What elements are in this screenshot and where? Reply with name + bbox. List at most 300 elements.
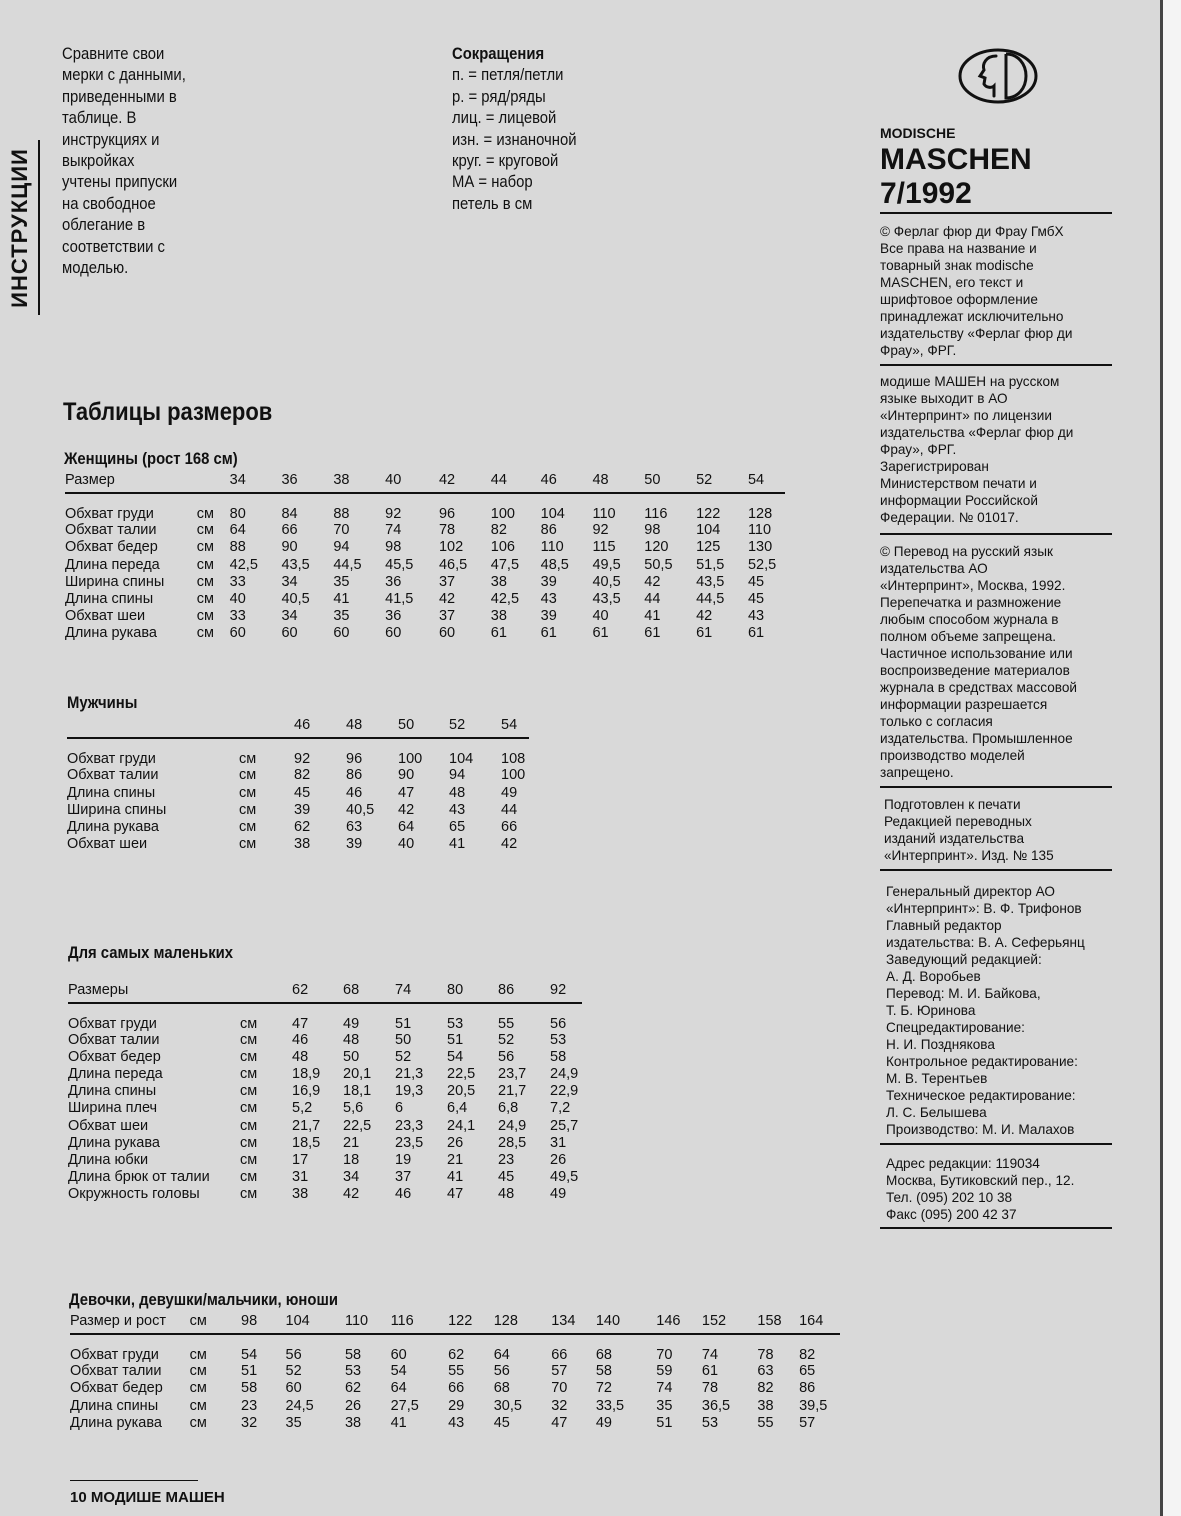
size-header-cell: 122 xyxy=(448,1313,494,1334)
value-cell: 42 xyxy=(398,801,415,818)
value-cell: 35 xyxy=(656,1397,673,1414)
table-row xyxy=(65,557,785,574)
unit-cell: см xyxy=(196,573,214,590)
value-cell: 74 xyxy=(701,1347,719,1364)
imprint-line: модише МАШЕН на русском xyxy=(880,374,1060,389)
imprint-line: информации Российской xyxy=(880,493,1038,508)
abbreviations-title: Сокращения xyxy=(452,45,545,63)
value-cell: 37 xyxy=(438,573,456,590)
page-edge-strip xyxy=(1160,0,1181,1516)
size-header-cell: 92 xyxy=(550,982,582,1003)
value-cell: 56 xyxy=(550,1016,567,1033)
value-cell: 53 xyxy=(447,1016,464,1033)
value-cell: 36,5 xyxy=(701,1397,731,1414)
unit-cell: см xyxy=(240,1032,258,1049)
table-row xyxy=(67,738,529,767)
value-cell: 56 xyxy=(493,1363,510,1380)
value-cell: 29 xyxy=(448,1397,465,1414)
value-cell: 61 xyxy=(490,625,507,642)
value-cell: 88 xyxy=(229,539,246,556)
table-row xyxy=(70,1398,840,1415)
value-cell: 38 xyxy=(490,608,507,625)
table-row xyxy=(65,522,785,539)
value-cell: 6,4 xyxy=(447,1100,468,1117)
intro-line: мерки с данными, xyxy=(62,66,186,85)
value-cell: 43 xyxy=(747,608,765,625)
unit-cell: см xyxy=(240,1016,258,1033)
value-cell: 61 xyxy=(747,625,765,642)
value-cell: 42 xyxy=(696,608,713,625)
value-cell: 46 xyxy=(346,784,363,801)
value-cell: 80 xyxy=(229,506,246,523)
value-cell: 58 xyxy=(550,1049,567,1066)
abbreviation-line: МА = набор xyxy=(452,173,533,192)
value-cell: 45 xyxy=(747,573,765,590)
size-header-label xyxy=(67,717,239,738)
value-cell: 59 xyxy=(656,1363,673,1380)
value-cell: 64 xyxy=(398,819,415,836)
value-cell: 60 xyxy=(385,625,402,642)
value-cell: 39 xyxy=(346,836,363,853)
value-cell: 104 xyxy=(540,506,565,523)
value-cell: 40,5 xyxy=(346,801,375,818)
value-cell: 94 xyxy=(449,767,466,784)
table-row xyxy=(68,1003,582,1032)
size-header-cell: 116 xyxy=(391,1313,449,1334)
row-label: Обхват груди xyxy=(67,751,156,768)
unit-cell: см xyxy=(189,1347,207,1364)
value-cell: 18,9 xyxy=(292,1066,321,1083)
table-row xyxy=(65,493,785,522)
imprint-line: издательства «Ферлаг фюр ди xyxy=(880,425,1074,440)
value-cell: 98 xyxy=(644,522,661,539)
table-row xyxy=(68,1049,582,1066)
size-header-cell: 152 xyxy=(702,1313,758,1334)
size-header-cell: 42 xyxy=(439,472,491,493)
table-row xyxy=(70,1415,840,1432)
unit-cell: см xyxy=(196,608,214,625)
value-cell: 86 xyxy=(346,767,363,784)
intro-line: Сравните свои xyxy=(62,45,165,63)
size-header-cell: 52 xyxy=(696,472,748,493)
value-cell: 61 xyxy=(540,625,557,642)
imprint-line: Техническое редактирование: xyxy=(886,1088,1076,1103)
footer-rule xyxy=(70,1480,198,1481)
value-cell: 94 xyxy=(333,539,350,556)
value-cell: 68 xyxy=(493,1380,510,1397)
imprint-line: принадлежат исключительно xyxy=(880,309,1064,324)
value-cell: 49,5 xyxy=(550,1168,579,1185)
unit-cell: см xyxy=(189,1363,207,1380)
table-row xyxy=(67,802,529,819)
size-header-cell: 34 xyxy=(230,472,282,493)
size-header-cell: 50 xyxy=(644,472,696,493)
unit-cell: см xyxy=(196,522,214,539)
imprint-line: издательства АО xyxy=(880,561,988,576)
row-label: Длина переда xyxy=(65,556,160,573)
value-cell: 30,5 xyxy=(493,1397,522,1414)
imprint-line: Зарегистрирован xyxy=(880,459,989,474)
value-cell: 24,5 xyxy=(285,1397,314,1414)
value-cell: 58 xyxy=(344,1347,362,1364)
imprint-line: Перепечатка и размножение xyxy=(880,595,1062,610)
value-cell: 60 xyxy=(438,625,456,642)
table-row xyxy=(65,625,785,642)
size-header-cell: 164 xyxy=(799,1313,840,1334)
value-cell: 20,5 xyxy=(447,1083,476,1100)
value-cell: 55 xyxy=(757,1414,774,1431)
imprint-line: © Перевод на русский язык xyxy=(880,544,1053,559)
imprint-line: изданий издательства xyxy=(884,831,1025,846)
size-header-cell: 98 xyxy=(241,1313,286,1334)
magazine-logo-icon xyxy=(956,44,1042,108)
value-cell: 44 xyxy=(644,590,661,607)
value-cell: 21,7 xyxy=(292,1117,321,1134)
value-cell: 55 xyxy=(498,1016,515,1033)
value-cell: 42 xyxy=(438,590,456,607)
value-cell: 47 xyxy=(398,784,415,801)
intro-line: облегание в xyxy=(62,216,146,235)
imprint-license xyxy=(880,366,1116,533)
value-cell: 42,5 xyxy=(229,556,258,573)
value-cell: 41 xyxy=(390,1414,407,1431)
size-header-cell: 68 xyxy=(343,982,395,1003)
value-cell: 66 xyxy=(501,819,518,836)
imprint-column xyxy=(880,212,1116,1229)
value-cell: 90 xyxy=(398,767,415,784)
abbreviation-line: п. = петля/петли xyxy=(452,66,564,85)
unit-cell xyxy=(239,717,294,738)
value-cell: 50 xyxy=(395,1032,412,1049)
abbreviation-line: круг. = круговой xyxy=(452,152,559,171)
size-header-cell: 134 xyxy=(551,1313,596,1334)
size-header-cell: 46 xyxy=(541,472,593,493)
section-title: Таблицы размеров xyxy=(63,398,273,426)
value-cell: 41 xyxy=(447,1168,464,1185)
imprint-line: шрифтовое оформление xyxy=(880,292,1038,307)
value-cell: 49 xyxy=(550,1185,567,1202)
imprint-line: Фрау», ФРГ. xyxy=(880,343,957,358)
value-cell: 66 xyxy=(551,1347,568,1364)
value-cell: 92 xyxy=(385,506,402,523)
value-cell: 84 xyxy=(281,506,298,523)
value-cell: 28,5 xyxy=(498,1134,527,1151)
abbreviations-list xyxy=(452,65,632,215)
value-cell: 92 xyxy=(592,522,609,539)
imprint-line: Фрау», ФРГ. xyxy=(880,442,957,457)
side-title-text: ИНСТРУКЦИИ xyxy=(7,147,33,308)
value-cell: 45,5 xyxy=(385,556,414,573)
value-cell: 21,3 xyxy=(395,1066,424,1083)
size-header-cell: 52 xyxy=(449,717,501,738)
value-cell: 23,7 xyxy=(498,1066,527,1083)
value-cell: 45 xyxy=(498,1168,515,1185)
value-cell: 49 xyxy=(343,1016,360,1033)
value-cell: 27,5 xyxy=(390,1397,419,1414)
table-row xyxy=(68,1118,582,1135)
table-row xyxy=(67,767,529,784)
imprint-line: языке выходит в АО xyxy=(880,391,1008,406)
imprint-line: «Интерпринт», Москва, 1992. xyxy=(880,578,1066,593)
value-cell: 57 xyxy=(799,1414,816,1431)
kids-title: Девочки, девушки/мальчики, юноши xyxy=(69,1291,338,1309)
unit-cell: см xyxy=(240,1066,258,1083)
value-cell: 33 xyxy=(229,608,246,625)
value-cell: 86 xyxy=(540,522,557,539)
value-cell: 35 xyxy=(285,1414,302,1431)
imprint-line: журнала в средствах массовой xyxy=(880,680,1077,695)
size-header-cell: 146 xyxy=(656,1313,702,1334)
imprint-line: Л. С. Белышева xyxy=(886,1105,987,1120)
value-cell: 106 xyxy=(490,539,515,556)
value-cell: 78 xyxy=(438,522,456,539)
row-label: Ширина спины xyxy=(67,801,167,818)
value-cell: 115 xyxy=(592,539,616,556)
imprint-line: Москва, Бутиковский пер., 12. xyxy=(886,1173,1075,1188)
imprint-line: «Интерпринт»: В. Ф. Трифонов xyxy=(886,901,1082,916)
table-row xyxy=(65,608,785,625)
men-size-table xyxy=(67,717,529,854)
value-cell: 24,9 xyxy=(550,1066,579,1083)
imprint-line: © Ферлаг фюр ди Фрау ГмбХ xyxy=(880,224,1064,239)
value-cell: 41 xyxy=(449,836,466,853)
imprint-line: Контрольное редактирование: xyxy=(886,1054,1078,1069)
value-cell: 62 xyxy=(448,1347,465,1364)
value-cell: 24,9 xyxy=(498,1117,527,1134)
value-cell: 64 xyxy=(390,1380,407,1397)
row-label: Ширина спины xyxy=(65,573,165,590)
imprint-line: «Интерпринт» по лицензии xyxy=(880,408,1052,423)
value-cell: 34 xyxy=(281,573,298,590)
value-cell: 47 xyxy=(292,1016,309,1033)
value-cell: 45 xyxy=(747,590,765,607)
value-cell: 72 xyxy=(595,1380,612,1397)
value-cell: 46 xyxy=(395,1185,412,1202)
imprint-line: Подготовлен к печати xyxy=(884,797,1021,812)
abbreviation-line: петель в см xyxy=(452,194,533,213)
value-cell: 66 xyxy=(448,1380,465,1397)
value-cell: 110 xyxy=(592,506,616,523)
imprint-line: Все права на название и xyxy=(880,241,1037,256)
unit-cell: см xyxy=(239,767,257,784)
size-header-cell: 80 xyxy=(447,982,498,1003)
value-cell: 21,7 xyxy=(498,1083,527,1100)
value-cell: 51 xyxy=(395,1016,412,1033)
value-cell: 108 xyxy=(501,751,526,768)
value-cell: 82 xyxy=(799,1347,816,1364)
value-cell: 40,5 xyxy=(592,573,621,590)
imprint-line: издательства. Промышленное xyxy=(880,731,1073,746)
row-label: Обхват бедер xyxy=(65,539,158,556)
value-cell: 64 xyxy=(229,522,246,539)
value-cell: 78 xyxy=(701,1380,719,1397)
value-cell: 48 xyxy=(343,1032,360,1049)
intro-line: таблице. В xyxy=(62,109,137,128)
size-header-cell: 74 xyxy=(395,982,447,1003)
imprint-line: производство моделей xyxy=(880,748,1025,763)
size-header-cell: 38 xyxy=(333,472,385,493)
value-cell: 22,5 xyxy=(447,1066,476,1083)
unit-cell: см xyxy=(196,590,214,607)
value-cell: 50 xyxy=(343,1049,360,1066)
value-cell: 53 xyxy=(550,1032,567,1049)
value-cell: 42,5 xyxy=(490,590,520,607)
value-cell: 74 xyxy=(656,1380,673,1397)
value-cell: 57 xyxy=(551,1363,568,1380)
value-cell: 70 xyxy=(656,1347,673,1364)
size-header-cell: 158 xyxy=(757,1313,799,1334)
value-cell: 23,5 xyxy=(395,1134,424,1151)
row-label: Длина спины xyxy=(68,1083,157,1100)
row-label: Обхват груди xyxy=(68,1016,157,1033)
value-cell: 104 xyxy=(449,751,474,768)
value-cell: 48 xyxy=(449,784,466,801)
value-cell: 42 xyxy=(343,1185,360,1202)
abbreviation-line: лиц. = лицевой xyxy=(452,109,557,128)
value-cell: 44 xyxy=(501,801,518,818)
intro-line: инструкциях и xyxy=(62,130,160,149)
imprint-staff xyxy=(880,871,1116,1143)
table-row xyxy=(68,1100,582,1117)
value-cell: 38 xyxy=(344,1414,362,1431)
value-cell: 26 xyxy=(550,1151,567,1168)
value-cell: 36 xyxy=(385,573,402,590)
row-label: Длина спины xyxy=(70,1397,159,1414)
value-cell: 62 xyxy=(344,1380,362,1397)
value-cell: 98 xyxy=(385,539,402,556)
value-cell: 32 xyxy=(241,1414,258,1431)
unit-cell: см xyxy=(239,801,257,818)
value-cell: 37 xyxy=(395,1168,412,1185)
table-row xyxy=(68,1169,582,1186)
size-header-cell: 86 xyxy=(498,982,550,1003)
value-cell: 61 xyxy=(701,1363,719,1380)
imprint-line: Адрес редакции: 119034 xyxy=(886,1156,1040,1171)
value-cell: 48,5 xyxy=(540,556,569,573)
value-cell: 54 xyxy=(447,1049,464,1066)
value-cell: 49 xyxy=(595,1414,612,1431)
value-cell: 63 xyxy=(757,1363,774,1380)
unit-cell: см xyxy=(240,1185,258,1202)
size-header-cell: 40 xyxy=(385,472,439,493)
value-cell: 58 xyxy=(595,1363,612,1380)
value-cell: 104 xyxy=(696,522,721,539)
value-cell: 92 xyxy=(294,751,311,768)
value-cell: 110 xyxy=(540,539,564,556)
intro-line: соответствии с xyxy=(62,237,165,256)
value-cell: 19 xyxy=(395,1151,412,1168)
row-label: Обхват талии xyxy=(70,1363,162,1380)
value-cell: 21 xyxy=(447,1151,464,1168)
value-cell: 23,3 xyxy=(395,1117,424,1134)
value-cell: 53 xyxy=(701,1414,719,1431)
value-cell: 5,2 xyxy=(292,1100,313,1117)
value-cell: 43,5 xyxy=(696,573,725,590)
row-label: Обхват талии xyxy=(68,1032,160,1049)
value-cell: 31 xyxy=(292,1168,309,1185)
value-cell: 49 xyxy=(501,784,518,801)
imprint-line: запрещено. xyxy=(880,765,954,780)
value-cell: 96 xyxy=(438,506,456,523)
imprint-line: Министерством печати и xyxy=(880,476,1037,491)
abbreviations-block xyxy=(452,44,632,215)
value-cell: 25,7 xyxy=(550,1117,579,1134)
imprint-line: любым способом журнала в xyxy=(880,612,1059,627)
value-cell: 35 xyxy=(333,608,350,625)
value-cell: 7,2 xyxy=(550,1100,571,1117)
value-cell: 39 xyxy=(540,608,557,625)
value-cell: 56 xyxy=(498,1049,515,1066)
value-cell: 86 xyxy=(799,1380,816,1397)
table-row xyxy=(67,785,529,802)
value-cell: 31 xyxy=(550,1134,567,1151)
value-cell: 74 xyxy=(385,522,402,539)
value-cell: 42 xyxy=(644,573,661,590)
value-cell: 22,9 xyxy=(550,1083,579,1100)
value-cell: 90 xyxy=(281,539,298,556)
unit-cell: см xyxy=(239,751,257,768)
value-cell: 42 xyxy=(501,836,518,853)
row-label: Обхват груди xyxy=(65,506,154,523)
value-cell: 33,5 xyxy=(595,1397,625,1414)
value-cell: 100 xyxy=(398,751,423,768)
value-cell: 6 xyxy=(395,1100,404,1117)
table-row xyxy=(70,1380,840,1397)
value-cell: 43 xyxy=(448,1414,465,1431)
value-cell: 40 xyxy=(592,608,609,625)
table-row xyxy=(65,591,785,608)
unit-cell: см xyxy=(239,836,257,853)
men-title: Мужчины xyxy=(67,694,138,712)
abbreviation-line: изн. = изнаночной xyxy=(452,130,577,149)
value-cell: 18 xyxy=(343,1151,360,1168)
value-cell: 18,5 xyxy=(292,1134,321,1151)
imprint-line: Спецредактирование: xyxy=(886,1020,1025,1035)
value-cell: 82 xyxy=(757,1380,774,1397)
row-label: Длина переда xyxy=(68,1066,163,1083)
table-row xyxy=(70,1334,840,1363)
value-cell: 22,5 xyxy=(343,1117,372,1134)
kids-size-table xyxy=(70,1313,840,1432)
value-cell: 102 xyxy=(438,539,464,556)
imprint-line: А. Д. Воробьев xyxy=(886,969,981,984)
size-header-label: Размер и рост xyxy=(70,1313,190,1334)
value-cell: 130 xyxy=(747,539,773,556)
women-title: Женщины (рост 168 см) xyxy=(64,450,238,468)
value-cell: 52 xyxy=(285,1363,302,1380)
unit-cell: см xyxy=(196,625,214,642)
unit-cell: см xyxy=(196,506,214,523)
imprint-line: Генеральный директор АО xyxy=(886,884,1055,899)
table-row xyxy=(68,1032,582,1049)
value-cell: 23 xyxy=(498,1151,515,1168)
value-cell: 38 xyxy=(294,836,311,853)
imprint-line: «Интерпринт». Изд. № 135 xyxy=(884,848,1054,863)
value-cell: 66 xyxy=(281,522,298,539)
imprint-line: Производство: М. И. Малахов xyxy=(886,1122,1075,1137)
imprint-prepared xyxy=(880,788,1116,869)
value-cell: 35 xyxy=(333,573,350,590)
unit-cell: см xyxy=(189,1380,207,1397)
table-row xyxy=(65,539,785,556)
value-cell: 64 xyxy=(493,1347,510,1364)
value-cell: 61 xyxy=(592,625,609,642)
row-label: Длина рукава xyxy=(67,819,159,836)
imprint-line: Федерации. № 01017. xyxy=(880,510,1019,525)
value-cell: 82 xyxy=(490,522,507,539)
value-cell: 53 xyxy=(344,1363,362,1380)
unit-cell xyxy=(197,472,230,493)
